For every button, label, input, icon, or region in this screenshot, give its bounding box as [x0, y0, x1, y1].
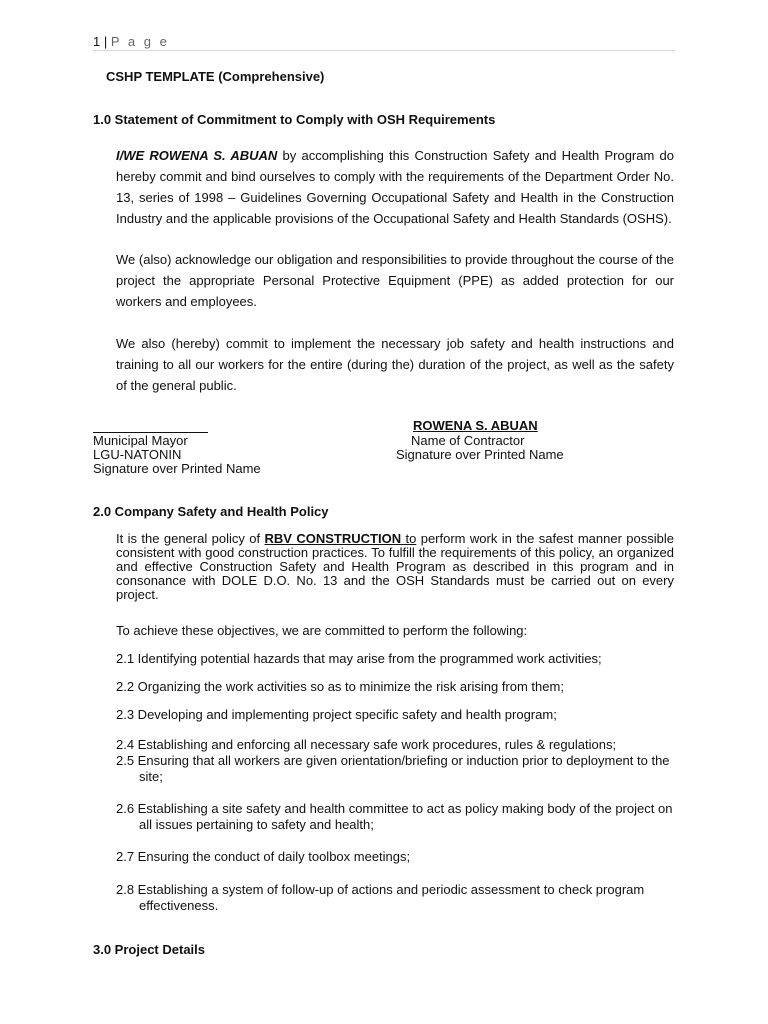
page-number: 1 [93, 34, 101, 49]
signature-right-title: Name of Contractor [411, 433, 525, 448]
section-2-heading: 2.0 Company Safety and Health Policy [93, 504, 329, 519]
header-divider [93, 50, 675, 51]
list-item: 2.3 Developing and implementing project specific safety and health program; [116, 707, 557, 722]
section-1-paragraph-2: We (also) acknowledge our obligation and responsibilities to provide throughout the course of the project the appropriate Personal Protective Equipment (PPE) as added protection for our workers and employees. [116, 252, 674, 309]
section-1-paragraph-3: We also (hereby) commit to implement the necessary job safety and health instructions and training to all our workers for the entire (during the) duration of the project, as well as the safety of the general public. [116, 336, 674, 393]
signature-right-caption: Signature over Printed Name [396, 447, 564, 462]
list-item: 2.2 Organizing the work activities so as to minimize the risk arising from them; [116, 679, 564, 694]
signature-left-title: Municipal Mayor [93, 433, 188, 448]
page-word: P a g e [110, 34, 170, 49]
signature-left-org: LGU-NATONIN [93, 447, 182, 462]
document-title: CSHP TEMPLATE (Comprehensive) [106, 69, 325, 84]
policy-text-to: to [401, 531, 417, 546]
signature-right-name: ROWENA S. ABUAN [413, 418, 538, 433]
paragraph-1-text: by accomplishing this Construction Safety and Health Program do hereby commit and bind ourselves to comply with the requirements of the Department Order No. 13, series of 1998 – Guidelines Governing Occupational Safety and Health in the Construction Industry and the applicable provisions of the Occupational Safety and Health Standards (OSHS). [116, 148, 674, 226]
list-item: 2.1 Identifying potential hazards that may arise from the programmed work activities; [116, 651, 602, 666]
policy-text-start: It is the general policy of [116, 531, 265, 546]
list-item: 2.5 Ensuring that all workers are given orientation/briefing or induction prior to deployment to the site; [116, 753, 670, 784]
section-3-heading: 3.0 Project Details [93, 942, 205, 957]
contractor-name-inline: I/WE ROWENA S. ABUAN [116, 148, 278, 163]
page-separator: | [100, 34, 111, 49]
signature-left-caption: Signature over Printed Name [93, 461, 261, 476]
section-2-policy-paragraph [116, 532, 674, 602]
section-1-heading: 1.0 Statement of Commitment to Comply with OSH Requirements [93, 112, 496, 127]
section-2-intro: To achieve these objectives, we are committed to perform the following: [116, 623, 528, 638]
policy-text-rest: perform work in the safest manner possible consistent with good construction practices. To fulfill the requirements of this policy, an organized and effective Construction Safety and Health Program as described in this program and in consonance with DOLE D.O. No. 13 and the OSH Standards must be carried out on every project. [116, 531, 674, 602]
list-item: 2.7 Ensuring the conduct of daily toolbox meetings; [116, 849, 411, 864]
list-item: 2.4 Establishing and enforcing all necessary safe work procedures, rules & regulations; [116, 737, 617, 752]
company-name: RBV CONSTRUCTION [264, 531, 402, 546]
section-1-paragraph-1 [116, 145, 674, 229]
list-item: 2.8 Establishing a system of follow-up of actions and periodic assessment to check program effectiveness. [116, 882, 645, 913]
page-number-header [93, 34, 169, 49]
list-item: 2.6 Establishing a site safety and health committee to act as policy making body of the project on all issues pertaining to safety and health; [116, 801, 673, 832]
